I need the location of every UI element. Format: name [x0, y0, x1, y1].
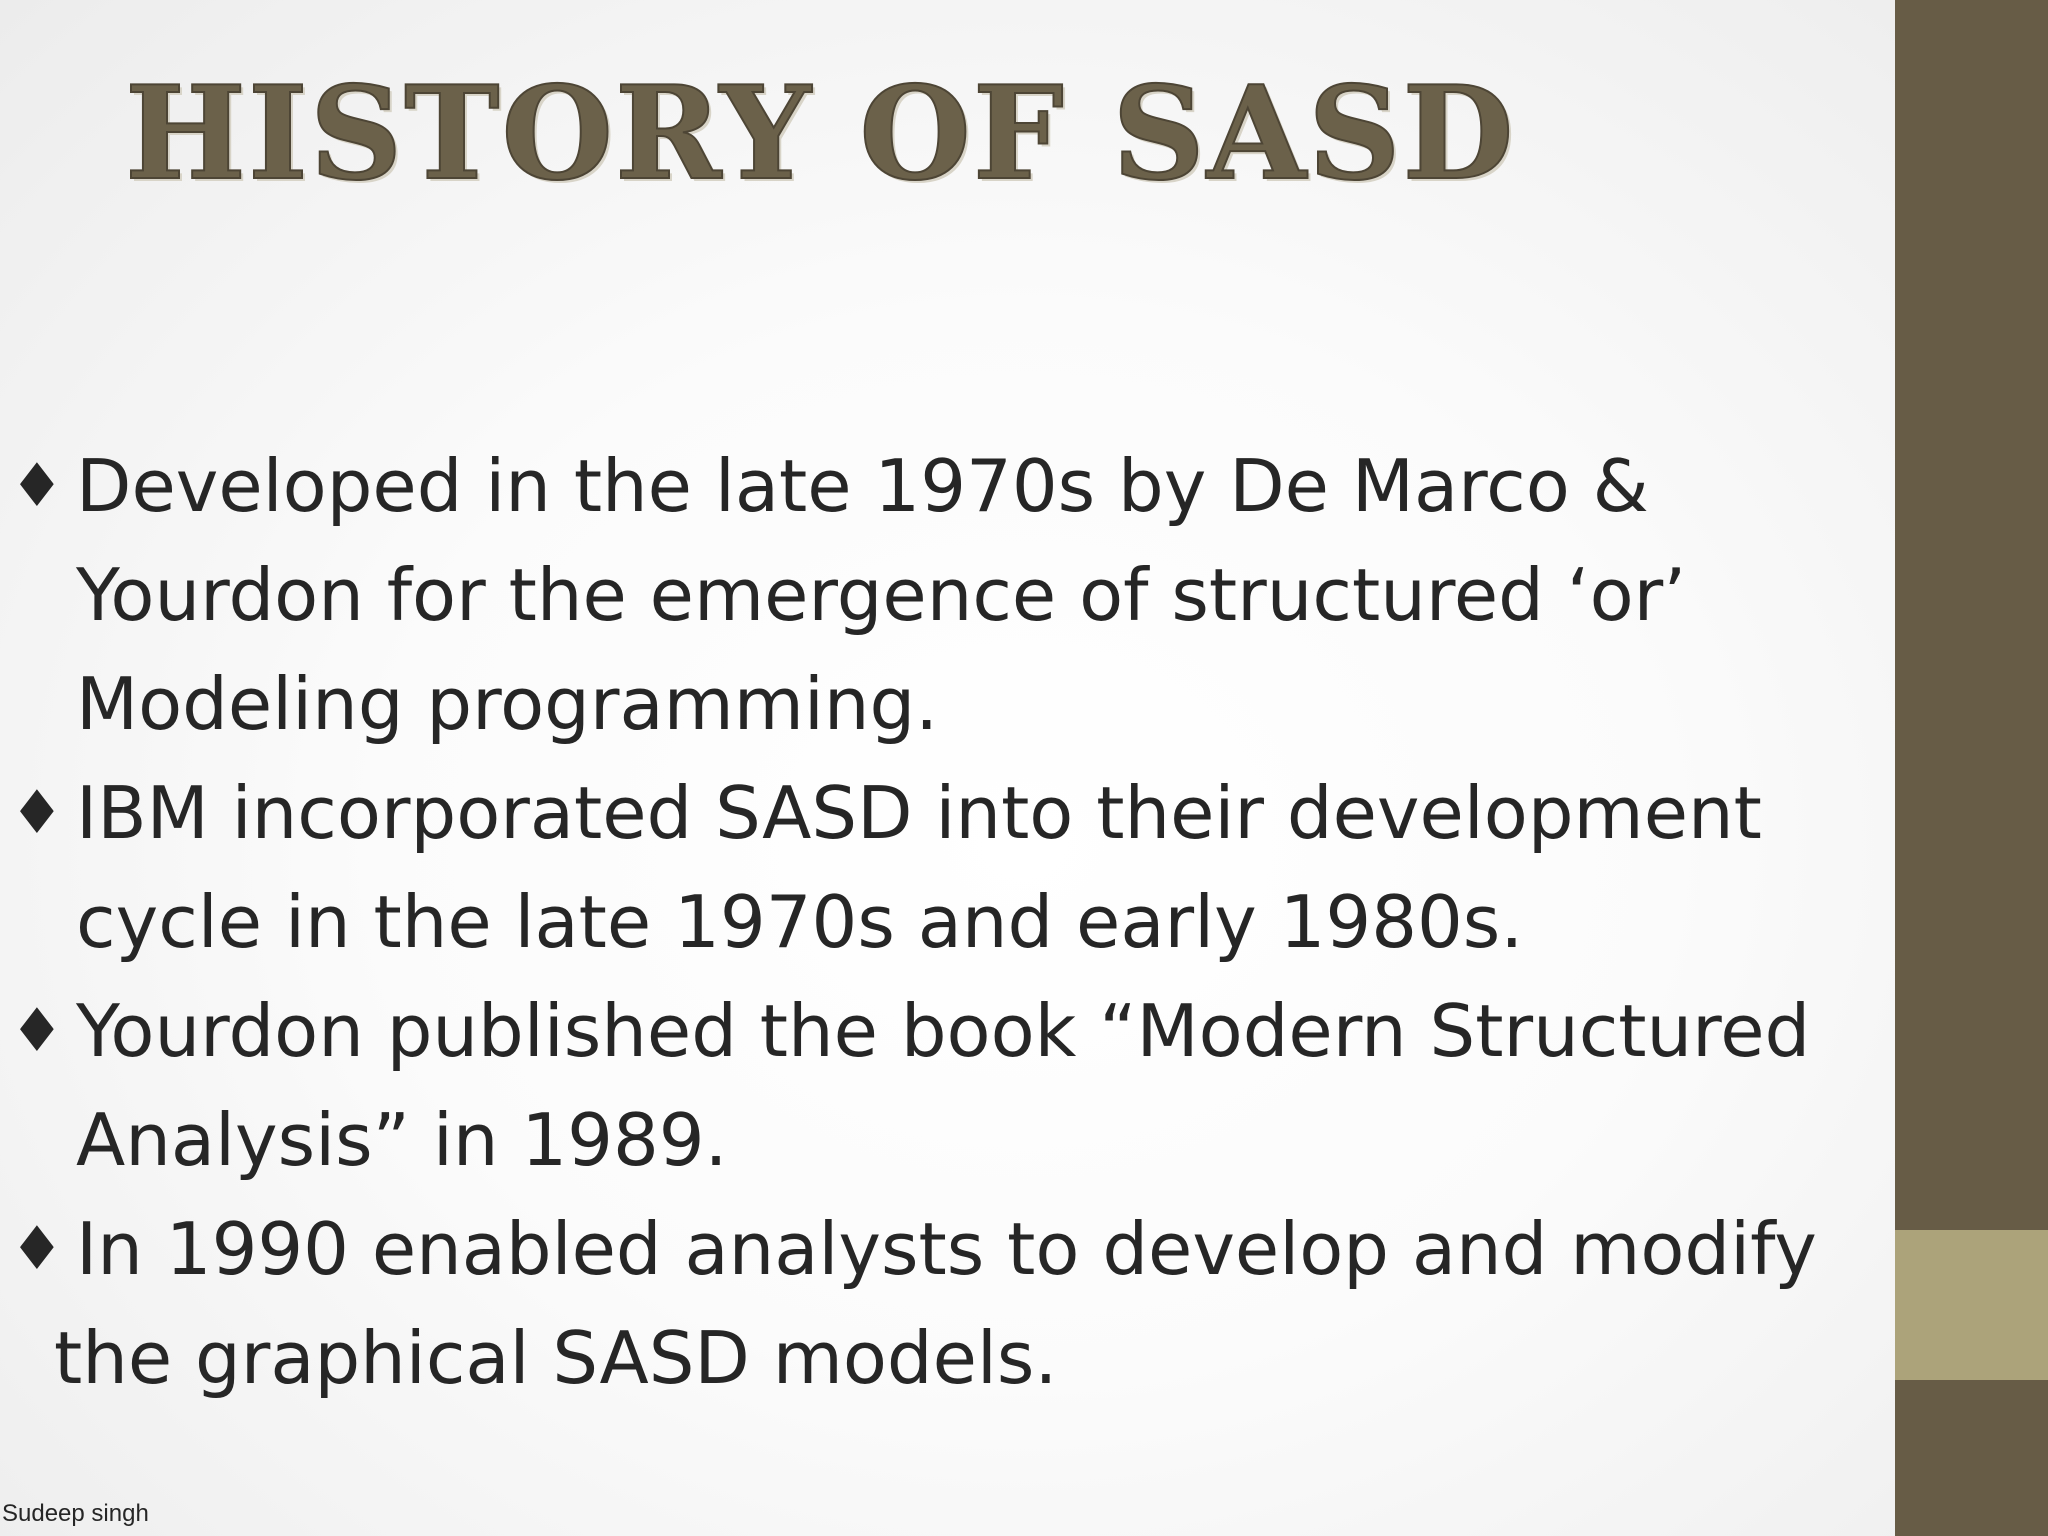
- diamond-bullet-icon: ♦: [10, 778, 64, 848]
- bullet-line: Yourdon for the emergence of structured ‘or’: [76, 553, 1687, 637]
- bullet-line: IBM incorporated SASD into their development: [76, 771, 1762, 855]
- slide-title: HISTORY OF SASD: [125, 59, 1516, 209]
- bullet-item-3: [10, 977, 1895, 1195]
- bullet-line: Developed in the late 1970s by De Marco &: [76, 444, 1649, 528]
- bullet-line: the graphical SASD models.: [54, 1316, 1058, 1400]
- diamond-bullet-icon: ♦: [10, 451, 64, 521]
- bullet-item-2: [10, 759, 1895, 977]
- bullet-line: cycle in the late 1970s and early 1980s.: [76, 880, 1524, 964]
- bullet-item-4: [10, 1195, 1895, 1413]
- footer-author: Sudeep singh: [2, 1500, 149, 1527]
- bullet-line: Yourdon published the book “Modern Structured: [76, 989, 1811, 1073]
- diamond-bullet-icon: ♦: [10, 996, 64, 1066]
- bullet-list: [10, 432, 1895, 1413]
- bullet-line: Analysis” in 1989.: [76, 1098, 728, 1182]
- decorative-side-band-accent: [1895, 1230, 2048, 1380]
- bullet-line: In 1990 enabled analysts to develop and modify: [76, 1207, 1817, 1291]
- bullet-line: Modeling programming.: [76, 662, 939, 746]
- diamond-bullet-icon: ♦: [10, 1214, 64, 1284]
- bullet-item-1: [10, 432, 1895, 759]
